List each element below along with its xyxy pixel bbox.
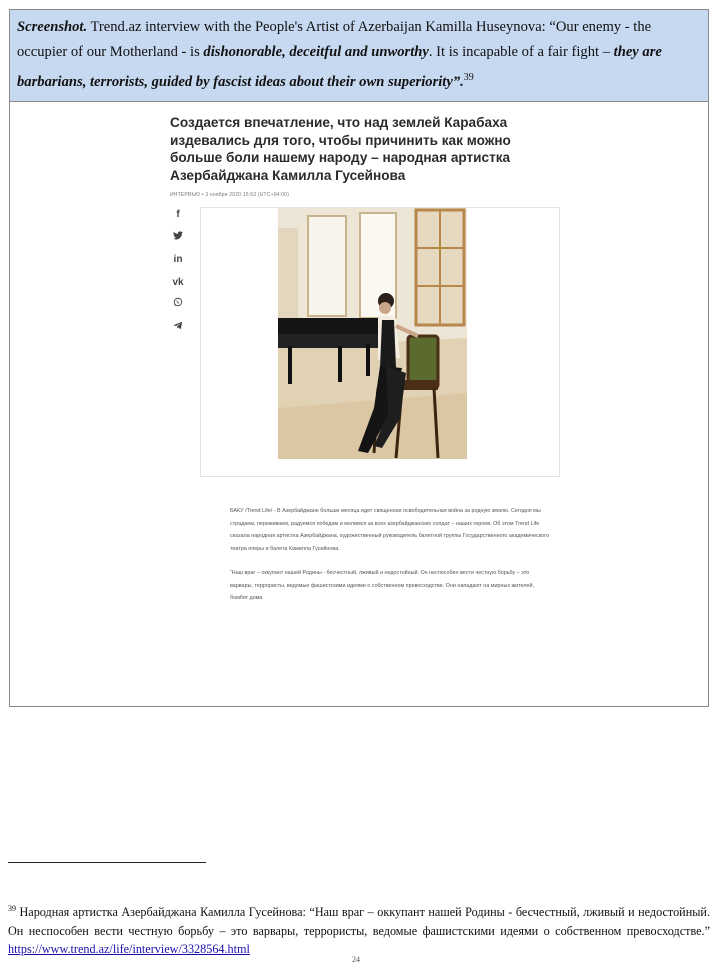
caption-bold-phrase-2: they are barbarians, terrorists, guided by fascist ideas about their own superiority: [17, 44, 662, 90]
article-paragraph-2: “Наш враг – оккупант нашей Родины - бесчестный, лживый и недостойный. Он неспособен вести честную борьбу – это варвары, террористы, ведомые фашистскими идеями о собственном превосходстве. Они нападают на мирных жителей, бомбят дома: [230, 570, 535, 601]
footnote-link[interactable]: https://www.trend.az/life/interview/3328564.html: [8, 942, 250, 957]
telegram-icon[interactable]: [170, 317, 186, 340]
footnote-text: Народная артистка Азербайджана Камилла Гусейнова: “Наш враг – оккупант нашей Родины - бесчестный, лживый и недостойный. Он неспособен вести честную борьбу – это варвары, террористы, ведомые фашистскими идеями о собственном превосходстве.”: [8, 905, 710, 938]
article-headline: Создается впечатление, что над землей Карабаха издевались для того, чтобы причинить как можно больше боли нашему народу – народная артистка Азербайджана Камилла Гусейнова: [170, 115, 511, 183]
vk-icon[interactable]: vk: [172, 276, 184, 288]
article-body: [230, 505, 550, 617]
caption-bold-phrase: dishonorable, deceitful and unworthy: [203, 44, 429, 60]
dancer-photo: [278, 208, 467, 459]
caption-closing: ”.: [452, 73, 464, 90]
footnote: [8, 900, 710, 959]
linkedin-icon[interactable]: in: [173, 254, 183, 265]
caption-box: [10, 10, 708, 102]
article-paragraph-1: БАКУ /Trend Life/ - В Азербайджане больше месяца идет священная освободительная война за родную землю. Сегодня мы страдаем, переживаем, радуемся победам и молимся за всех азербайджанских солдат – наших героев. Об этом Trend Life сказала народная артистка Азербайджана, художественный руководитель балетной труппы Государственного академического театра оперы и балета Камилла Гусейнова.: [230, 508, 550, 552]
article-photo: [278, 208, 467, 459]
page-number: 24: [352, 955, 360, 964]
article-photo-card: [200, 207, 560, 477]
footnote-separator: [8, 862, 206, 863]
whatsapp-icon[interactable]: [170, 294, 186, 317]
caption-text-1: Trend.az interview with the People's Artist of Azerbaijan Kamilla Huseynova: “Our enemy - the occupier of our Motherland - is: [17, 19, 652, 60]
twitter-icon[interactable]: [170, 227, 186, 250]
share-bar: [170, 204, 186, 339]
caption-text-2: . It is incapable of a fair fight –: [428, 44, 614, 60]
article-meta: ИНТЕРВЬЮ • 3 ноября 2020 15:53 (UTC+04:00): [170, 192, 290, 198]
caption-lead: Screenshot.: [17, 19, 88, 35]
footnote-ref: 39: [8, 904, 16, 913]
caption-footnote-ref: 39: [463, 72, 474, 83]
screenshot-frame: [9, 9, 709, 707]
facebook-icon[interactable]: f: [176, 209, 180, 220]
